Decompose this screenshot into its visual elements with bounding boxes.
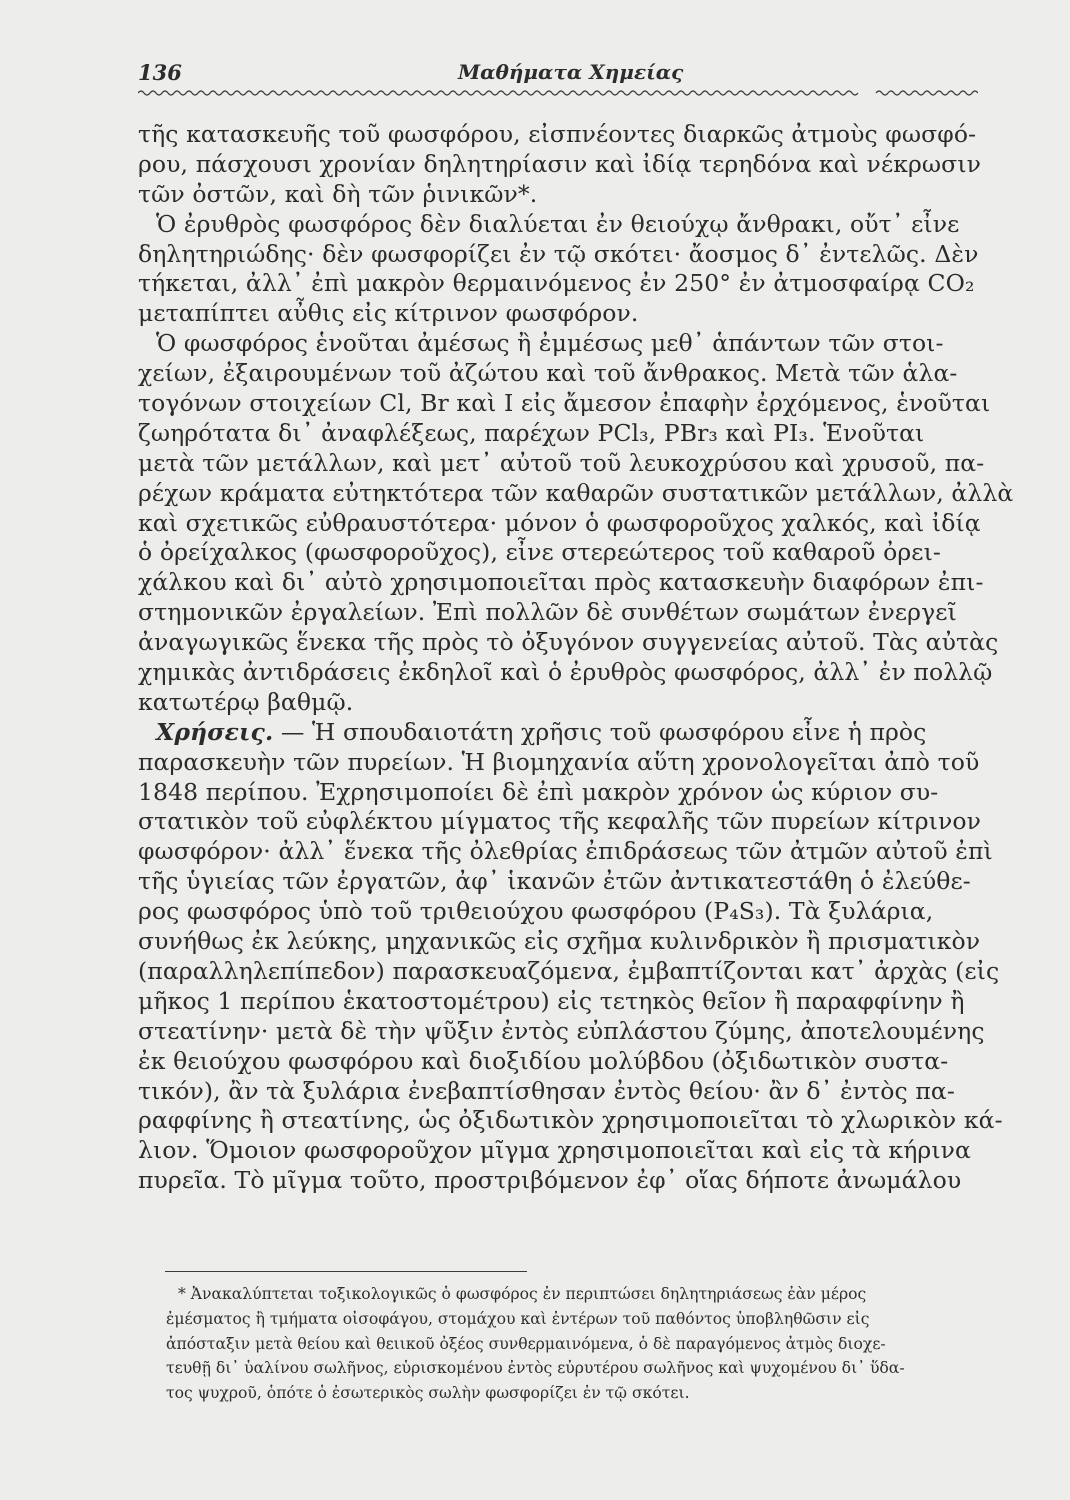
text-line: τῆς κατασκευῆς τοῦ φωσφόρου, εἰσπνέοντες διαρκῶς ἀτμοὺς φωσφό- xyxy=(138,120,977,148)
text-line: καὶ σχετικῶς εὐθραυστότερα· μόνον ὁ φωσφοροῦχος χαλκός, καὶ ἰδίᾳ xyxy=(138,508,981,537)
text-line: στημονικῶν ἐργαλείων. Ἐπὶ πολλῶν δὲ συνθέτων σωμάτων ἐνεργεῖ xyxy=(138,598,957,627)
text-line: δηλητηριώδης· δὲν φωσφορίζει ἐν τῷ σκότει· ἄοσμος δ᾽ ἐντελῶς. Δὲν xyxy=(138,239,979,268)
uses-paragraph-start xyxy=(138,718,988,748)
text-line: λιον. Ὅμοιον φωσφοροῦχον μῖγμα χρησιμοποιεῖται καὶ εἰς τὰ κήρινα xyxy=(138,1136,971,1165)
text-line: πυρεῖα. Τὸ μῖγμα τοῦτο, προστριβόμενον ἐφ᾽ οἵας δήποτε ἀνωμάλου xyxy=(138,1166,962,1195)
text-line: παρασκευὴν τῶν πυρείων. Ἡ βιομηχανία αὕτη χρονολογεῖται ἀπὸ τοῦ xyxy=(138,747,980,776)
text-line: χημικὰς ἀντιδράσεις ἐκδηλοῖ καὶ ὁ ἐρυθρὸς φωσφόρος, ἀλλ᾽ ἐν πολλῷ xyxy=(138,658,993,687)
running-title: Μαθήματα Χημείας xyxy=(458,60,684,84)
text-line: ρέχων κράματα εὐτηκτότερα τῶν καθαρῶν συστατικῶν μετάλλων, ἀλλὰ xyxy=(138,478,1014,507)
text-line: ἀναγωγικῶς ἕνεκα τῆς πρὸς τὸ ὀξυγόνον συγγενείας αὐτοῦ. Τὰς αὐτὰς xyxy=(138,628,999,657)
text-line: τῶν ὀστῶν, καὶ δὴ τῶν ῥινικῶν*. xyxy=(138,179,538,208)
footnote-divider xyxy=(165,1271,527,1272)
text-line: Ὁ φωσφόρος ἑνοῦται ἀμέσως ἢ ἐμμέσως μεθ᾽ ἁπάντων τῶν στοι- xyxy=(156,329,944,358)
text-line: χείων, ἐξαιρουμένων τοῦ ἀζώτου καὶ τοῦ ἄνθρακος. Μετὰ τῶν ἁλα- xyxy=(138,359,958,388)
footnote-line: τος ψυχροῦ, ὁπότε ὁ ἐσωτερικὸς σωλὴν φωσφορίζει ἐν τῷ σκότει. xyxy=(166,1384,690,1403)
text-line: ἐκ θειούχου φωσφόρου καὶ διοξιδίου μολύβδου (ὀξιδωτικὸν συστα- xyxy=(138,1046,949,1075)
text-line: τικόν), ἂν τὰ ξυλάρια ἐνεβαπτίσθησαν ἐντὸς θείου· ἂν δ᾽ ἐντὸς πα- xyxy=(138,1076,955,1105)
text-line: ρου, πάσχουσι χρονίαν δηλητηρίασιν καὶ ἰδίᾳ τερηδόνα καὶ νέκρωσιν xyxy=(138,149,982,178)
text-line: ραφφίνης ἢ στεατίνης, ὡς ὀξιδωτικὸν χρησιμοποιεῖται τὸ χλωρικὸν κά- xyxy=(138,1106,1003,1135)
uses-heading: Χρήσεις. xyxy=(156,717,274,746)
page-header xyxy=(138,60,978,90)
text-line: — Ἡ σπουδαιοτάτη χρῆσις τοῦ φωσφόρου εἶνε ἡ πρὸς xyxy=(280,717,927,746)
header-wavy-rule xyxy=(138,88,978,98)
text-line: τῆς ὑγιείας τῶν ἐργατῶν, ἀφ᾽ ἱκανῶν ἐτῶν ἀντικατεστάθη ὁ ἐλεύθε- xyxy=(138,867,971,896)
text-line: ὁ ὀρείχαλκος (φωσφοροῦχος), εἶνε στερεώτερος τοῦ καθαροῦ ὀρει- xyxy=(138,538,941,567)
footnote-line: ἐμέσματος ἢ τμήματα οἰσοφάγου, στομάχου καὶ ἐντέρων τοῦ παθόντος ὑποβληθῶσιν εἰς xyxy=(166,1309,870,1328)
text-line: χάλκου καὶ δι᾽ αὐτὸ χρησιμοποιεῖται πρὸς κατασκευὴν διαφόρων ἐπι- xyxy=(138,568,984,597)
main-text xyxy=(138,120,1014,1196)
text-line: ζωηρότατα δι᾽ ἀναφλέξεως, παρέχων PCl₃, PBr₃ καὶ PI₃. Ἑνοῦται xyxy=(138,418,925,447)
text-line: μετὰ τῶν μετάλλων, καὶ μετ᾽ αὐτοῦ τοῦ λευκοχρύσου καὶ χρυσοῦ, πα- xyxy=(138,448,985,477)
page-number: 136 xyxy=(138,60,182,85)
footnote xyxy=(166,1282,988,1406)
text-line: 1848 περίπου. Ἐχρησιμοποίει δὲ ἐπὶ μακρὸν χρόνον ὡς κύριον συ- xyxy=(138,777,939,806)
text-line: Ὁ ἐρυθρὸς φωσφόρος δὲν διαλύεται ἐν θειούχῳ ἄνθρακι, οὔτ᾽ εἶνε xyxy=(156,209,960,238)
text-line: ρος φωσφόρος ὑπὸ τοῦ τριθειούχου φωσφόρου (P₄S₃). Τὰ ξυλάρια, xyxy=(138,897,934,926)
footnote-line: * Ἀνακαλύπτεται τοξικολογικῶς ὁ φωσφόρος ἐν περιπτώσει δηλητηριάσεως ἐὰν μέρος xyxy=(178,1285,867,1303)
text-line: στεατίνην· μετὰ δὲ τὴν ψῦξιν ἐντὸς εὐπλάστου ζύμης, ἀποτελουμένης xyxy=(138,1016,985,1045)
footnote-line: ἀπόσταξιν μετὰ θείου καὶ θειικοῦ ὀξέος συνθερμαινόμενα, ὁ δὲ παραγόμενος ἀτμὸς διοχε- xyxy=(166,1334,886,1353)
text-line: (παραλληλεπίπεδον) παρασκευαζόμενα, ἐμβαπτίζονται κατ᾽ ἀρχὰς (εἰς xyxy=(138,956,1000,985)
text-line: τήκεται, ἀλλ᾽ ἐπὶ μακρὸν θερμαινόμενος ἐν 250° ἐν ἀτμοσφαίρᾳ CO₂ xyxy=(138,269,975,298)
text-line: μῆκος 1 περίπου ἑκατοστομέτρου) εἰς τετηκὸς θεῖον ἢ παραφφίνην ἢ xyxy=(138,986,965,1015)
text-line: φωσφόρον· ἀλλ᾽ ἕνεκα τῆς ὀλεθρίας ἐπιδράσεως τῶν ἀτμῶν αὐτοῦ ἐπὶ xyxy=(138,837,993,866)
text-line: συνήθως ἐκ λεύκης, μηχανικῶς εἰς σχῆμα κυλινδρικὸν ἢ πρισματικὸν xyxy=(138,927,981,956)
footnote-line: τευθῇ δι᾽ ὑαλίνου σωλῆνος, εὑρισκομένου ἐντὸς εὐρυτέρου σωλῆνος καὶ ψυχομένου δι᾽ ὕδα- xyxy=(166,1359,905,1378)
text-line: μεταπίπτει αὖθις εἰς κίτρινον φωσφόρον. xyxy=(138,299,639,328)
text-line: στατικὸν τοῦ εὐφλέκτου μίγματος τῆς κεφαλῆς τῶν πυρείων κίτρινον xyxy=(138,807,981,836)
text-line: τογόνων στοιχείων Cl, Br καὶ I εἰς ἄμεσον ἐπαφὴν ἐρχόμενος, ἑνοῦται xyxy=(138,389,991,418)
text-line: κατωτέρῳ βαθμῷ. xyxy=(138,687,354,716)
